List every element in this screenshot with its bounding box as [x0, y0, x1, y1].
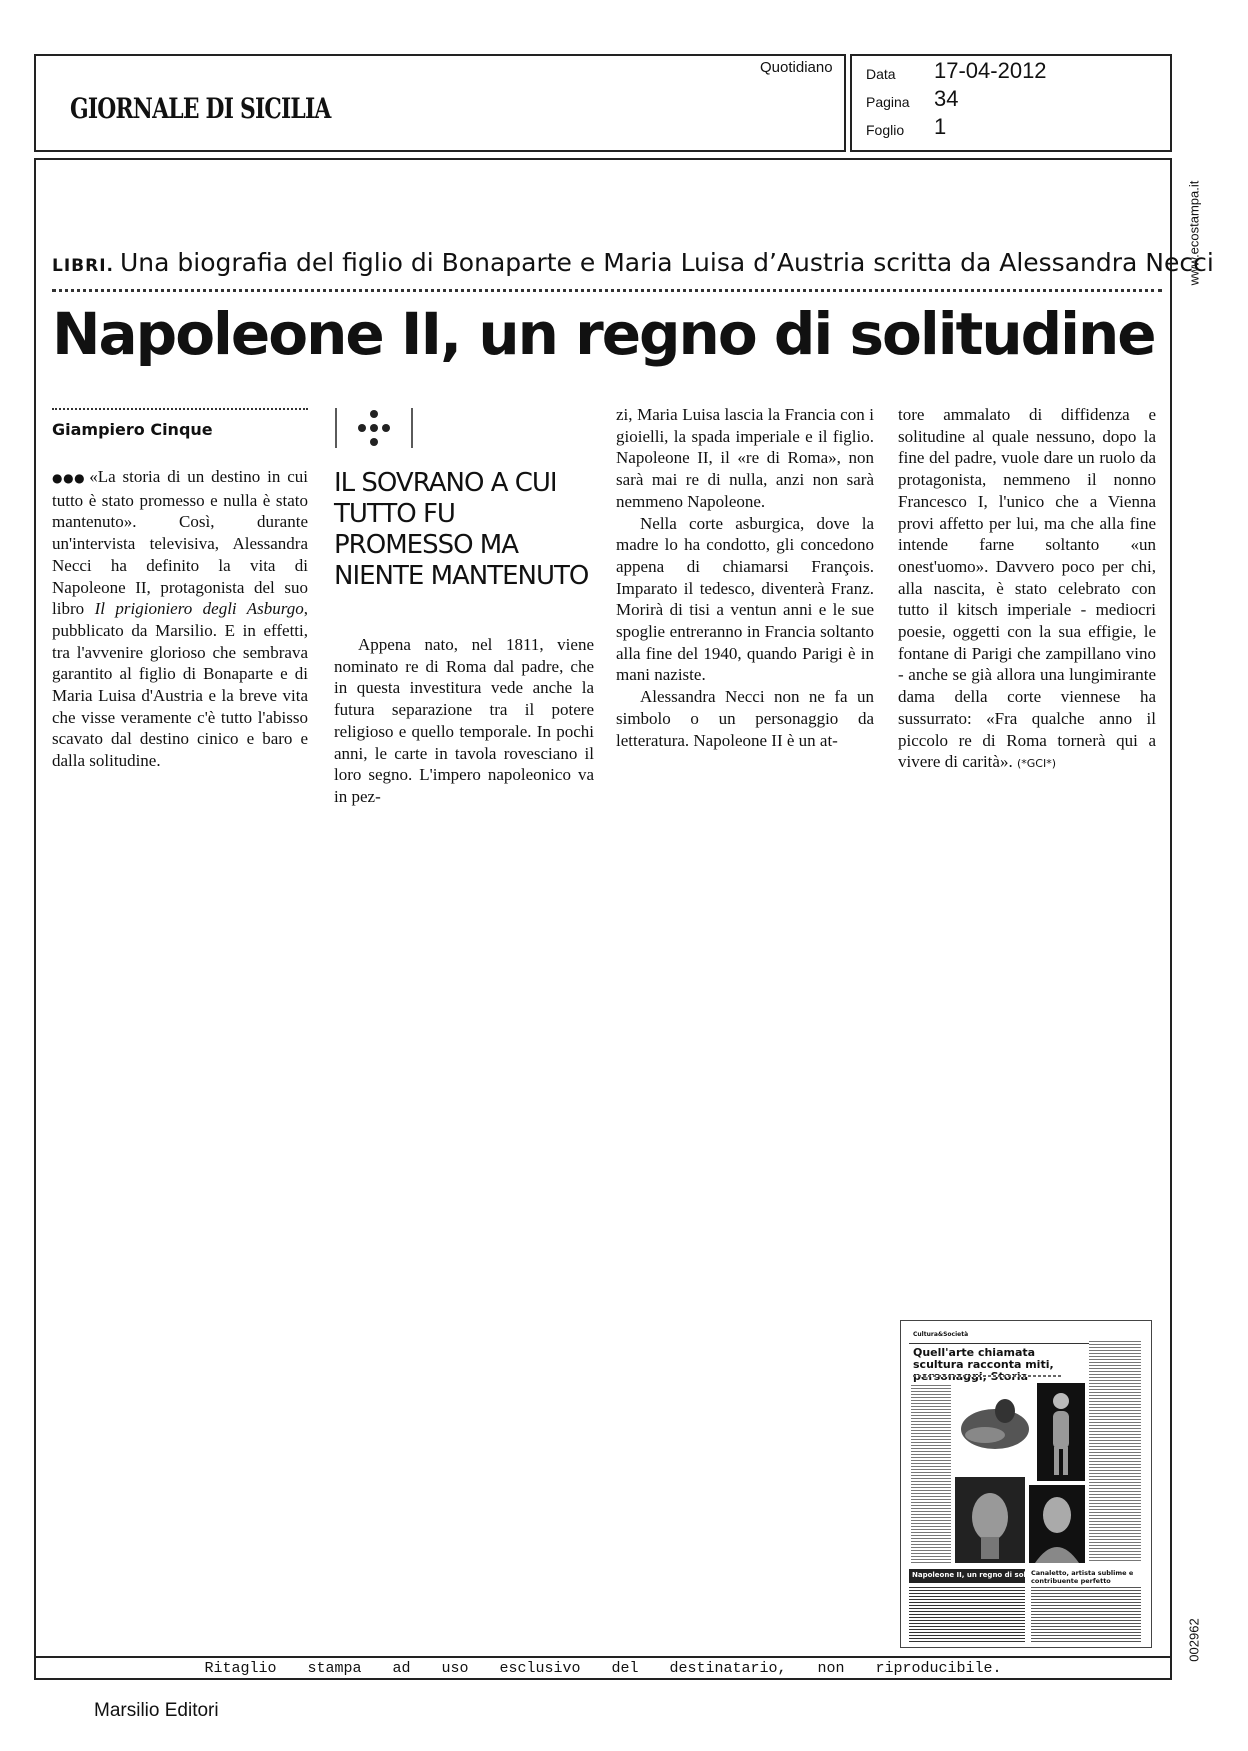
ornament-icon: [334, 404, 414, 452]
sculpture-bust-icon: [1029, 1485, 1085, 1563]
data-label: Data: [866, 66, 896, 82]
page-thumbnail: [900, 1320, 1152, 1648]
publication-type: Quotidiano: [760, 59, 833, 76]
thumb-bottom-left-title: Napoleone II, un regno di solitudine: [912, 1571, 1054, 1579]
thumb-bottom-left-text: [909, 1587, 1025, 1643]
thumb-text-col-right: [1089, 1341, 1141, 1563]
thumb-headline: Quell'arte chiamata scultura racconta miti,: [913, 1346, 1054, 1371]
pull-quote: IL SOVRANO A CUI TUTTO FU PROMESSO MA NIENTE MANTENUTO: [334, 468, 589, 591]
footer-divider: [34, 1656, 1172, 1658]
col4-paragraph: tore ammalato di diffidenza e solitudine al quale nessuno, dopo la fine del padre, vuole dare un ruolo da protagonista, nemmeno il nonno Francesco I, l'unico che a Vienna provi affetto per lui, ma che alla fine intende farne soltanto «un onest'uomo». Davvero poco per chi, alla nascita, è stato celebrato con tutto il kitsch imperiale - mediocri poesie, oggetti con la sua effigie, le fontane di Parigi che zampillano vino - anche se già allora una lungimirante dama della corte viennese ha sussurrato: «Fra qualche anno il piccolo re di Roma tornerà qui a vivere di carità».: [898, 405, 1156, 772]
bullet-dots: ●●●: [52, 471, 86, 485]
thumb-bottom-right-title: Canaletto, artista sublime e contribuente perfetto: [1031, 1569, 1134, 1585]
code-vertical: [1186, 1610, 1202, 1670]
col3-paragraph-3: Alessandra Necci non ne fa un simbolo o un personaggio da letteratura. Napoleone II è un at-: [616, 687, 874, 750]
article-kicker: [52, 248, 1214, 277]
col3-paragraph-2: Nella corte asburgica, dove la madre lo ha condotto, gli concedono appena di chiamarsi François. Imparato il tedesco, diventerà Franz. Morirà di tisi a ventun anni e le sue spoglie entreranno in Francia soltanto alla fine del 1940, quando Parigi è in mani naziste.: [616, 513, 874, 685]
data-value: 17-04-2012: [934, 58, 1047, 83]
column-4: [898, 404, 1156, 775]
foglio-label: Foglio: [866, 122, 905, 138]
col1-paragraph-cont: , pubblicato da Marsilio. E in effetti, tra l'avvenire glorioso che sembrava garantito al figlio di Bonaparte e di Maria Luisa d'Austria e la breve vita che visse veramente c'è tutto l'abisso scavato dal destino cinico e baro e dalla solitudine.: [52, 599, 309, 771]
website-text: www.ecostampa.it: [1186, 180, 1202, 286]
pagina-label: Pagina: [866, 94, 910, 110]
thumb-text-col: [911, 1385, 951, 1563]
article-author: Giampiero Cinque: [52, 420, 213, 439]
sculpture-head-icon: [955, 1477, 1025, 1563]
thumb-bottom-left-bar: [909, 1569, 1054, 1583]
sculpture-standing-icon: [1037, 1383, 1085, 1481]
code-text: 002962: [1186, 1618, 1202, 1662]
foglio-value: 1: [934, 114, 947, 139]
sculpture-reclining-icon: [955, 1383, 1033, 1465]
newspaper-logo: GIORNALE DI SICILIA: [70, 92, 331, 125]
col2-paragraph: Appena nato, nel 1811, viene nominato re di Roma dal padre, che in questa investitura vede anche la futura separazione tra il potere religioso e quello temporale. In pochi anni, le carte in tavola rovesciano il loro segno. L'impero napoleonico va in pez-: [334, 635, 594, 806]
column-2: [334, 634, 594, 808]
thumb-section: Cultura&Società: [913, 1331, 969, 1338]
meta-box: [850, 54, 1172, 152]
col3-paragraph-1: zi, Maria Luisa lascia la Francia con i gioielli, la spada imperiale e il figlio. Napoleone II, il «re di Roma», non sarà mai re di nulla, anzi non sarà nemmeno Napoleone.: [616, 405, 874, 511]
thumb-subline: [913, 1375, 1063, 1377]
website-vertical: [1186, 168, 1202, 298]
kicker-text: Una biografia del figlio di Bonaparte e Maria Luisa d’Austria scritta da Alessandra Necci: [120, 248, 1214, 277]
thumb-bottom-right-text: [1031, 1587, 1141, 1643]
author-dotted-rule: [52, 408, 308, 410]
kicker-tag: LIBRI.: [52, 256, 114, 276]
column-3: [616, 404, 874, 751]
book-title: Il prigioniero degli Asburgo: [94, 599, 304, 619]
publisher-name: Marsilio Editori: [94, 1700, 219, 1721]
col1-paragraph: «La storia di un destino in cui tutto è stato promesso e nulla è stato mantenuto». Così, durante un'intervista televisiva, Alessandra Necci ha definito la vita di Napoleone II, protagonista del suo libro: [52, 467, 308, 619]
ritaglio-notice: Ritaglio stampa ad uso esclusivo del destinatario, non riproducibile.: [204, 1660, 1002, 1677]
kicker-dotted-rule: [52, 289, 1162, 292]
column-1: [52, 466, 308, 772]
pagina-value: 34: [934, 86, 959, 111]
author-signature: (*GCI*): [1016, 757, 1056, 771]
article-headline: Napoleone II, un regno di solitudine: [52, 300, 1155, 368]
